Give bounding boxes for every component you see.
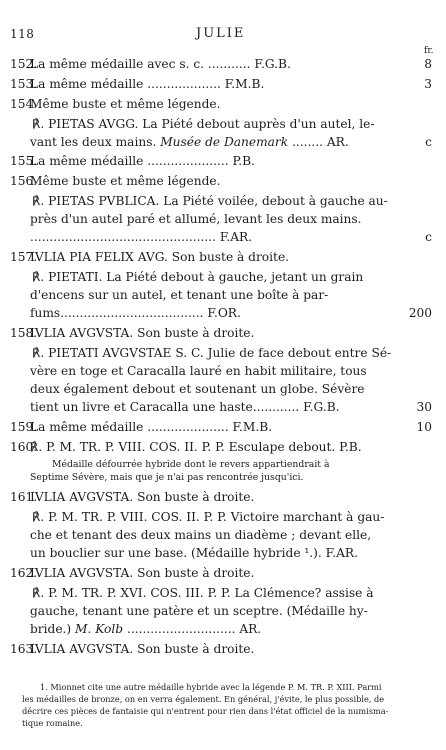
entry-156-reverse-end xyxy=(0,229,446,249)
reverse-description: près d'un autel paré et allumé, levant les deux mains. xyxy=(30,212,362,226)
entry-157-reverse-end xyxy=(0,305,446,325)
entry-162-reverse-end xyxy=(0,621,446,641)
entry-text: Même buste et même légende. xyxy=(30,174,221,188)
collection-name: Musée de Danemark xyxy=(160,135,289,149)
price-value: c xyxy=(425,230,432,244)
reverse-description: vant les deux mains. Musée de Danemark ........ AR. xyxy=(30,135,349,149)
footnote-line: tique romaine. xyxy=(22,718,83,728)
footnote-line: les médailles de bronze, on en verra également. En général, j'évite, le plus possible, de xyxy=(22,694,385,704)
reverse-description: bride.) M. Kolb ............................ AR. xyxy=(30,622,262,636)
entry-158-reverse-end xyxy=(0,399,446,419)
entry-number: 157. xyxy=(10,250,38,264)
price-value: 8 xyxy=(424,57,432,71)
entry-text: La même médaille ..................... F.M.B. xyxy=(30,420,273,434)
footnote-line: 1. Mionnet cite une autre médaille hybride avec la légende P. M. TR. P. XIII. Parmi xyxy=(40,682,382,692)
entry-155 xyxy=(0,153,446,173)
entry-162-reverse-cont xyxy=(0,603,446,623)
reverse-description: ................................................ F.AR. xyxy=(30,230,253,244)
price-value: 3 xyxy=(424,77,432,91)
entry-162-reverse xyxy=(0,585,446,605)
entry-text: La même médaille ..................... P.B. xyxy=(30,154,255,168)
entry-160-note: Médaille défourrée hybride dont le revers appartiendrait à xyxy=(52,459,330,470)
entry-158-reverse xyxy=(0,345,446,365)
price-value: c xyxy=(425,135,432,149)
price-value: 10 xyxy=(416,420,432,434)
entry-160 xyxy=(0,439,446,459)
reverse-description: tient un livre et Caracalla une haste............ F.G.B. xyxy=(30,400,340,414)
footnote-line: décrire ces pièces de fantaisie qui n'entrent pour rien dans l'état officiel de la numisma- xyxy=(22,706,389,716)
page-title: JULIE xyxy=(196,26,246,41)
entry-number: 163. xyxy=(10,642,38,656)
reverse-description: ℟. PIETAS AVGG. La Piété debout auprès d'un autel, le- xyxy=(32,117,375,131)
reverse-description: fums..................................... F.OR. xyxy=(30,306,241,320)
reverse-description: ℟. PIETATI. La Piété debout à gauche, jetant un grain xyxy=(32,270,364,284)
entry-161 xyxy=(0,489,446,509)
entry-text: IVLIA AVGVSTA. Son buste à droite. xyxy=(30,642,255,656)
entry-159 xyxy=(0,419,446,439)
entry-152 xyxy=(0,56,446,76)
entry-163 xyxy=(0,641,446,661)
entry-number: 161. xyxy=(10,490,38,504)
entry-text: Même buste et même légende. xyxy=(30,97,221,111)
entry-153 xyxy=(0,76,446,96)
reverse-description: ℟. P. M. TR. P. VIII. COS. II. P. P. Victoire marchant à gau- xyxy=(32,510,385,524)
entry-157 xyxy=(0,249,446,269)
entry-text: IVLIA AVGVSTA. Son buste à droite. xyxy=(30,566,255,580)
page-number: 118 xyxy=(10,27,35,41)
collection-name: M. Kolb xyxy=(75,622,124,636)
entry-number: 160. xyxy=(10,440,38,454)
entry-number: 152. xyxy=(10,57,38,71)
price-value: 30 xyxy=(416,400,432,414)
entry-number: 155. xyxy=(10,154,38,168)
column-header-francs: fr. xyxy=(424,46,434,56)
entry-157-reverse xyxy=(0,269,446,289)
entry-157-reverse-cont xyxy=(0,287,446,307)
entry-154-reverse-cont xyxy=(0,134,446,154)
entry-160-note-cont: Septime Sévère, mais que je n'ai pas rencontrée jusqu'ici. xyxy=(30,472,304,483)
entry-text: IVLIA AVGVSTA. Son buste à droite. xyxy=(30,326,255,340)
entry-text: IVLIA AVGVSTA. Son buste à droite. xyxy=(30,490,255,504)
reverse-description: un bouclier sur une base. (Médaille hybride ¹.). F.AR. xyxy=(30,546,358,560)
entry-text: La même médaille avec s. c. ........... F.G.B. xyxy=(30,57,291,71)
entry-161-reverse-cont xyxy=(0,527,446,547)
entry-number: 156. xyxy=(10,174,38,188)
entry-number: 158. xyxy=(10,326,38,340)
reverse-description: ℟. P. M. TR. P. XVI. COS. III. P. P. La Clémence? assise à xyxy=(32,586,374,600)
entry-number: 159. xyxy=(10,420,38,434)
entry-162 xyxy=(0,565,446,585)
reverse-description: ℟. PIETAS PVBLICA. La Piété voilée, debout à gauche au- xyxy=(32,194,388,208)
entry-number: 153. xyxy=(10,77,38,91)
entry-161-reverse xyxy=(0,509,446,529)
entry-text: La même médaille ................... F.M.B. xyxy=(30,77,265,91)
entry-number: 154. xyxy=(10,97,38,111)
entry-154-reverse xyxy=(0,116,446,136)
entry-154 xyxy=(0,96,446,116)
reverse-description: d'encens sur un autel, et tenant une boîte à par- xyxy=(30,288,329,302)
reverse-description: gauche, tenant une patère et un sceptre. (Médaille hy- xyxy=(30,604,368,618)
reverse-description: deux également debout et soutenant un globe. Sévère xyxy=(30,382,365,396)
entry-text: IVLIA PIA FELIX AVG. Son buste à droite. xyxy=(30,250,290,264)
entry-158-reverse-cont2 xyxy=(0,381,446,401)
reverse-description: vère en toge et Caracalla lauré en habit militaire, tous xyxy=(30,364,367,378)
entry-156-reverse xyxy=(0,193,446,213)
entry-156 xyxy=(0,173,446,193)
entry-156-reverse-cont xyxy=(0,211,446,231)
entry-number: 162. xyxy=(10,566,38,580)
price-value: 200 xyxy=(408,306,432,320)
entry-text: ℟. P. M. TR. P. VIII. COS. II. P. P. Esculape debout. P.B. xyxy=(30,440,362,454)
reverse-description: che et tenant des deux mains un diadème ; devant elle, xyxy=(30,528,372,542)
reverse-description: ℟. PIETATI AVGVSTAE S. C. Julie de face debout entre Sé- xyxy=(32,346,392,360)
entry-158 xyxy=(0,325,446,345)
entry-158-reverse-cont xyxy=(0,363,446,383)
entry-161-reverse-end xyxy=(0,545,446,565)
